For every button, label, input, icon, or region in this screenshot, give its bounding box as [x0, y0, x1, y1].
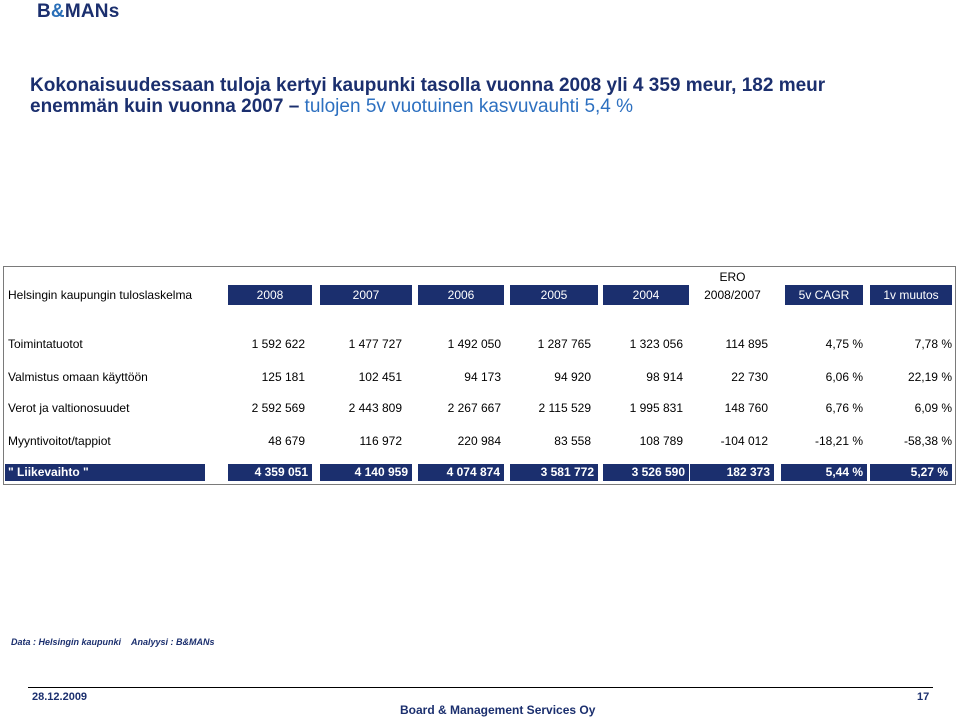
row-label: Myyntivoitot/tappiot	[8, 434, 111, 448]
table-cell: 220 984	[457, 434, 501, 448]
table-cell: 1 592 622	[251, 337, 305, 351]
table-cell: 148 760	[724, 401, 768, 415]
table-cell: 116 972	[359, 434, 402, 448]
table-cell: 94 920	[554, 370, 591, 384]
column-header-2007: 2007	[320, 285, 412, 305]
total-cell: 4 074 874	[418, 464, 504, 481]
headline-accent: tulojen 5v vuotuinen kasvuvauhti 5,4 %	[304, 96, 634, 117]
source-note: Data : Helsingin kaupunki Analyysi : B&MANs	[11, 637, 215, 647]
table-cell: 22,19 %	[907, 370, 952, 384]
table-cell: 2 592 569	[251, 401, 305, 415]
table-cell: 102 451	[358, 370, 402, 384]
table-cell: 4,75 %	[825, 337, 863, 351]
column-header-ero-period: 2008/2007	[704, 288, 761, 302]
total-cell: 5,44 %	[781, 464, 867, 481]
table-cell: 108 789	[639, 434, 683, 448]
slide-headline	[30, 75, 930, 117]
table-cell: 7,78 %	[914, 337, 952, 351]
column-header-1v-muutos: 1v muutos	[870, 285, 952, 305]
footer-date: 28.12.2009	[32, 691, 88, 703]
row-label: Toimintatuotot	[8, 337, 83, 351]
headline-line-2: enemmän kuin vuonna 2007 – tulojen 5v vuotuinen kasvuvauhti 5,4 %	[30, 96, 634, 117]
headline-line-1: Kokonaisuudessaan tuloja kertyi kaupunki tasolla vuonna 2008 yli 4 359 meur, 182 meur	[30, 75, 826, 96]
table-cell: 94 173	[464, 370, 501, 384]
column-header-2005: 2005	[510, 285, 598, 305]
table-title: Helsingin kaupungin tuloslaskelma	[8, 288, 193, 302]
table-cell: 1 287 765	[537, 337, 591, 351]
total-cell: 4 140 959	[320, 464, 412, 481]
total-cell: 3 526 590	[603, 464, 689, 481]
table-cell: 98 914	[646, 370, 683, 384]
table-cell: 2 267 667	[447, 401, 501, 415]
table-cell: 22 730	[731, 370, 768, 384]
table-cell: 114 895	[725, 337, 768, 351]
logo: B&MANs	[37, 1, 120, 22]
row-label: Verot ja valtionosuudet	[8, 401, 130, 415]
table-cell: 1 477 727	[348, 337, 402, 351]
column-header-ero: ERO	[719, 270, 746, 284]
table-cell: -104 012	[720, 434, 768, 448]
table-cell: -18,21 %	[814, 434, 863, 448]
income-statement-table	[3, 266, 956, 485]
table-cell: 83 558	[554, 434, 591, 448]
table-cell: 6,06 %	[825, 370, 863, 384]
page-number: 17	[917, 691, 930, 703]
table-cell: 1 492 050	[447, 337, 501, 351]
row-label: Valmistus omaan käyttöön	[8, 370, 148, 384]
table-cell: 6,76 %	[825, 401, 863, 415]
footer-divider	[28, 687, 933, 688]
table-cell: 48 679	[268, 434, 305, 448]
total-cell: 5,27 %	[870, 464, 952, 481]
total-cell: 182 373	[690, 464, 774, 481]
table-cell: -58,38 %	[903, 434, 952, 448]
column-header-cagr: 5v CAGR	[785, 285, 863, 305]
table-cell: 2 115 529	[538, 401, 591, 415]
table-cell: 125 181	[261, 370, 305, 384]
total-cell: 3 581 772	[510, 464, 598, 481]
total-cell: 4 359 051	[228, 464, 312, 481]
table-cell: 1 323 056	[629, 337, 683, 351]
column-header-2004: 2004	[603, 285, 689, 305]
footer-company: Board & Management Services Oy	[400, 703, 596, 717]
column-header-2008: 2008	[228, 285, 312, 305]
total-row-label: " Liikevaihto "	[5, 464, 205, 481]
table-cell: 6,09 %	[914, 401, 952, 415]
table-cell: 2 443 809	[348, 401, 402, 415]
table-cell: 1 995 831	[629, 401, 683, 415]
column-header-2006: 2006	[418, 285, 504, 305]
